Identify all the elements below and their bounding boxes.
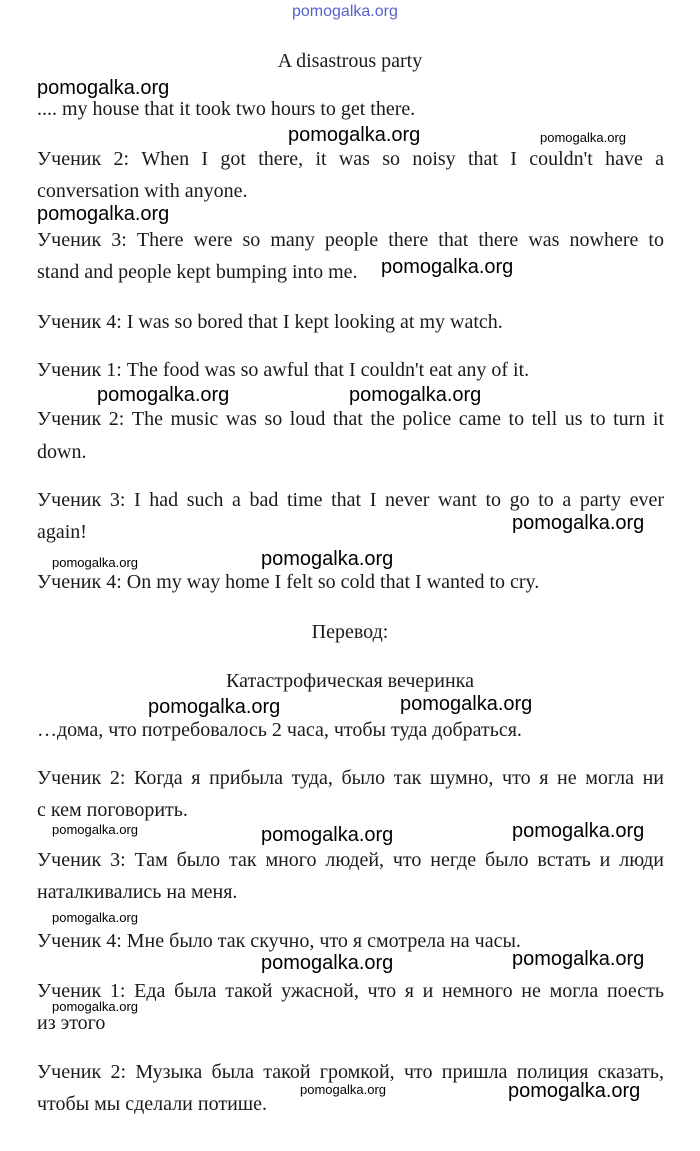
english-line: Ученик 4: I was so bored that I kept looking at my watch. xyxy=(37,311,503,333)
watermark: pomogalka.org xyxy=(37,203,170,225)
english-line: Ученик 2: The music was so loud that the police came to tell us to turn it xyxy=(37,408,664,430)
english-line: conversation with anyone. xyxy=(37,180,248,202)
watermark: pomogalka.org xyxy=(512,820,645,842)
translation-title: Катастрофическая вечеринка xyxy=(226,670,474,692)
english-line: Ученик 3: I had such a bad time that I never want to go to a party ever xyxy=(37,489,664,511)
english-line: again! xyxy=(37,521,87,543)
watermark: pomogalka.org xyxy=(97,384,230,406)
english-line: down. xyxy=(37,441,87,463)
english-line: Ученик 1: The food was so awful that I couldn't eat any of it. xyxy=(37,359,530,381)
watermark: pomogalka.org xyxy=(508,1080,641,1102)
site-header-link[interactable]: pomogalka.org xyxy=(292,3,398,20)
translation-heading: Перевод: xyxy=(311,621,389,643)
translation-line: Ученик 1: Еда была такой ужасной, что я и немного не могла поесть xyxy=(37,980,664,1002)
watermark: pomogalka.org xyxy=(512,512,645,534)
translation-line: наталкивались на меня. xyxy=(37,881,238,903)
translation-line: …дома, что потребовалось 2 часа, чтобы туда добраться. xyxy=(37,719,522,741)
watermark: pomogalka.org xyxy=(261,548,394,570)
watermark: pomogalka.org xyxy=(400,693,533,715)
watermark: pomogalka.org xyxy=(52,822,138,837)
watermark: pomogalka.org xyxy=(349,384,482,406)
watermark: pomogalka.org xyxy=(261,824,394,846)
translation-line: чтобы мы сделали потише. xyxy=(37,1093,268,1115)
watermark: pomogalka.org xyxy=(288,124,421,146)
watermark: pomogalka.org xyxy=(300,1082,386,1097)
english-line: Ученик 4: On my way home I felt so cold that I wanted to cry. xyxy=(37,571,540,593)
english-title: A disastrous party xyxy=(277,50,423,72)
translation-line: Ученик 2: Когда я прибыла туда, было так шумно, что я не могла ни xyxy=(37,767,664,789)
translation-line: Ученик 3: Там было так много людей, что негде было встать и люди xyxy=(37,849,664,871)
watermark: pomogalka.org xyxy=(261,952,394,974)
english-line: stand and people kept bumping into me. xyxy=(37,261,358,283)
watermark: pomogalka.org xyxy=(512,948,645,970)
watermark: pomogalka.org xyxy=(52,999,138,1014)
watermark: pomogalka.org xyxy=(37,77,170,99)
watermark: pomogalka.org xyxy=(52,555,138,570)
english-line: .... my house that it took two hours to get there. xyxy=(37,98,416,120)
translation-line: Ученик 2: Музыка была такой громкой, что пришла полиция сказать, xyxy=(37,1061,664,1083)
english-line: Ученик 2: When I got there, it was so noisy that I couldn't have a xyxy=(37,148,664,170)
watermark: pomogalka.org xyxy=(381,256,514,278)
watermark: pomogalka.org xyxy=(540,130,626,145)
translation-line: с кем поговорить. xyxy=(37,799,188,821)
translation-line: из этого xyxy=(37,1012,106,1034)
watermark: pomogalka.org xyxy=(52,910,138,925)
english-line: Ученик 3: There were so many people there that there was nowhere to xyxy=(37,229,664,251)
translation-line: Ученик 4: Мне было так скучно, что я смотрела на часы. xyxy=(37,930,521,952)
watermark: pomogalka.org xyxy=(148,696,281,718)
